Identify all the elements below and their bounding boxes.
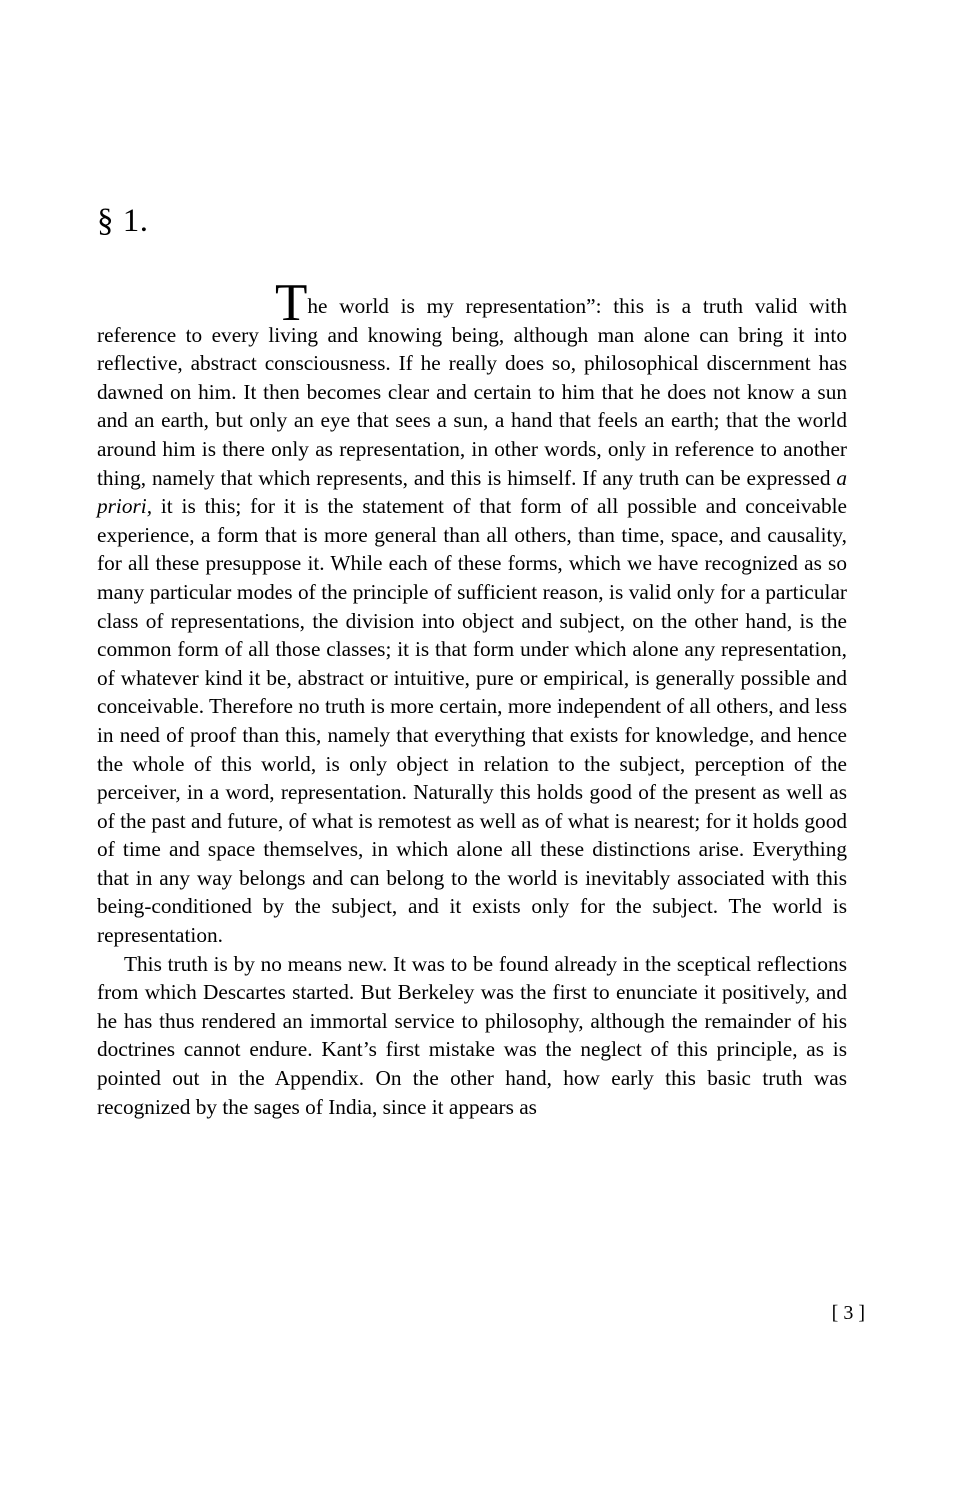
- text-run: he world is my representation”: this is a truth valid with reference to every living and knowing being, although man alone can bring it into reflective, abstract consciousness. If he really does so, philosophical discernment has dawned on him. It then becomes clear and certain to him that he does not know a sun and an earth, but only an eye that sees a sun, a hand that feels an earth; that the world around him is there only as representation, in other words, only in reference to another thing, namely that which represents, and this is himself. If any truth can be expressed: [97, 294, 847, 490]
- page-number: [ 3 ]: [831, 1302, 865, 1324]
- section-heading: § 1.: [97, 203, 149, 239]
- dropcap-indent-spacer: [97, 312, 275, 313]
- paragraph-list: [97, 274, 847, 1121]
- italic-phrase: a priori,: [97, 465, 847, 519]
- paragraph: [97, 950, 847, 1122]
- body-text-block: [97, 274, 847, 1121]
- text-run: it is this; for it is the statement of that form of all possible and conceivable experience, a form that is more general than all others, than time, space, and causality, for all these presuppose it. While each of these forms, which we have recognized as so many particular modes of the principle of sufficient reason, is valid only for a particular class of representations, the division into object and subject, on the other hand, is the common form of all those classes; it is that form under which alone any representation, of whatever kind it be, abstract or intuitive, pure or empirical, is generally possible and conceivable. Therefore no truth is more certain, more independent of all others, and less in need of proof than this, namely that everything that exists for knowledge, and hence the whole of this world, is only object in relation to the subject, perception of the perceiver, in a word, representation. Naturally this holds good of the present as well as of the past and future, of what is remotest as well as of what is nearest; for it holds good of time and space themselves, in which alone all these distinctions arise. Everything that in any way belongs and can belong to the world is inevitably associated with this being-conditioned by the subject, and it exists only for the subject. The world is representation.: [97, 494, 847, 948]
- drop-cap-letter: T: [275, 274, 308, 332]
- text-run: This truth is by no means new. It was to be found already in the sceptical reflections from which Descartes started. But Berkeley was the first to enunciate it positively, and he has thus rendered an immortal service to philosophy, although the remainder of his doctrines cannot endure. Kant’s first mistake was the neglect of this principle, as is pointed out in the Appendix. On the other hand, how early this basic truth was recognized by the sages of India, since it appears as: [97, 951, 847, 1119]
- paragraph: [97, 274, 847, 950]
